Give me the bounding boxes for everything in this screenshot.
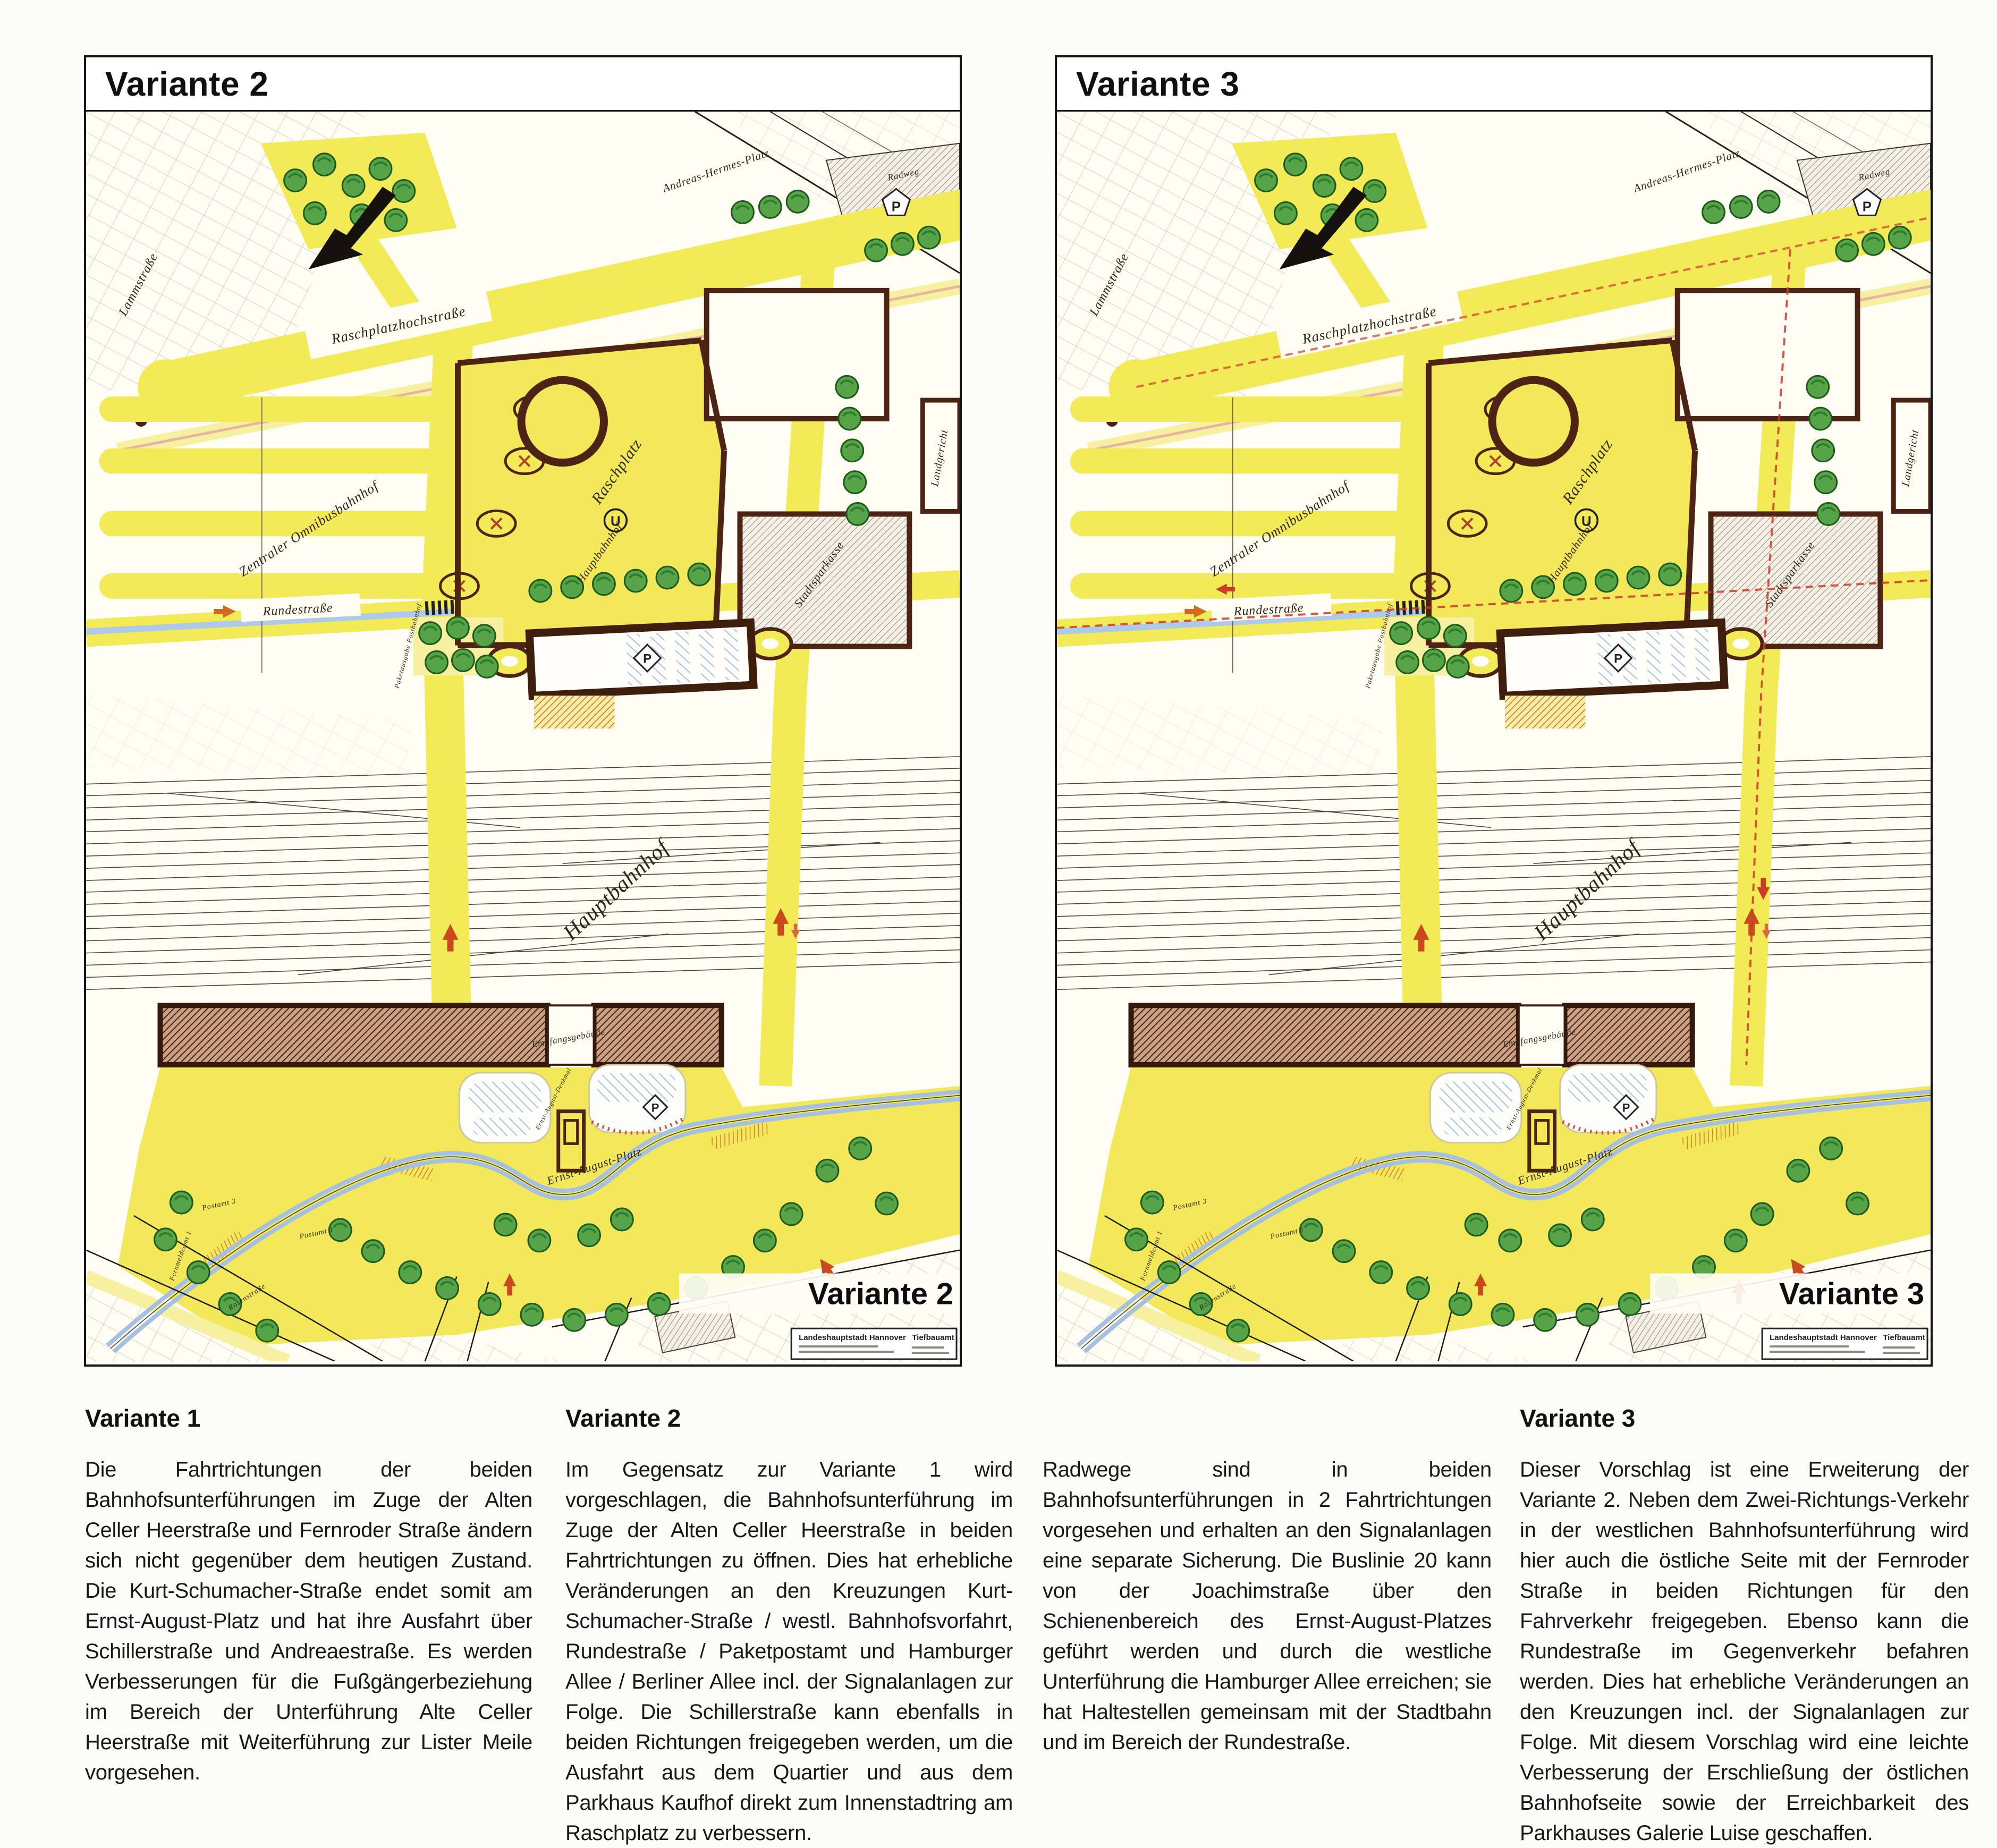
map-corner-label: Variante 3 [1779,1277,1925,1311]
column-body: Im Gegensatz zur Variante 1 wird vorgeschlagen, die Bahnhofsunterführung im Zuge der Alten Celler Heerstraße in beiden Fahrtrichtungen zu öffnen. Dies hat erhebliche Veränderungen an den Kreuzungen Kurt-Schumacher-Straße / westl. Bahnhofsvorfahrt, Rundestraße / Paketpostamt und Hamburger Allee / Berliner Allee incl. der Signalanlagen zur Folge. Die Schillerstraße kann ebenfalls in beiden Richtungen freigegeben werden, um die Ausfahrt aus dem Quartier und aus dem Parkhaus Kaufhof direkt zum Innenstadtring am Raschplatz zu verbessern. [565,1458,1013,1845]
map-panel-variante-3 [1055,55,1933,1367]
map-panel-variante-2 [84,55,962,1367]
column-variante-1 [85,1404,532,1788]
map-panel-header [1057,57,1931,112]
map-panel-header [86,57,960,112]
column-body: Radwege sind in beiden Bahnhofsunterführungen in 2 Fahrtrichtungen vorgesehen und erhalten an den Signalanlagen eine separate Sicherung. Die Buslinie 20 kann von der Joachimstraße über den Schienenbereich des Ernst-August-Platzes geführt werden und durch die westliche Unterführung die Hamburger Allee erreichen; sie hat Haltestellen gemeinsam mit der Stadtbahn und im Bereich der Rundestraße. [1043,1458,1492,1754]
corner-label-group [679,1274,960,1314]
column-heading: Variante 2 [565,1404,681,1432]
map-title: Variante 2 [105,64,269,103]
map-corner-label: Variante 2 [808,1277,954,1311]
column-heading: Variante 1 [85,1404,201,1432]
column-body: Die Fahrtrichtungen der beiden Bahnhofsunterführungen im Zuge der Alten Celler Heerstraße und Fernroder Straße ändern sich nicht gegenüber dem heutigen Zustand. Die Kurt-Schumacher-Straße endet somit am Ernst-August-Platz und hat ihre Ausfahrt über Schillerstraße und Andreaestraße. Es werden Verbesserungen für die Fußgängerbeziehung im Bereich der Unterführung Alte Celler Heerstraße mit Weiterführung zur Lister Meile vorgesehen. [85,1458,532,1784]
map-title: Variante 3 [1076,64,1240,103]
column-body: Dieser Vorschlag ist eine Erweiterung der Variante 2. Neben dem Zwei-Richtungs-Verkehr in der westlichen Bahnhofsunterführung wird hier auch die östliche Seite mit der Fernroder Straße in beiden Richtungen für den Fahrverkehr freigegeben. Ebenso kann die Rundestraße im Gegenverkehr befahren werden. Dies hat erhebliche Veränderungen an den Kreuzungen incl. der Signalanlagen zur Folge. Mit diesem Vorschlag wird eine leichte Verbesserung der Erschließung der östlichen Bahnhofseite sowie der Erreichbarkeit des Parkhauses Galerie Luise geschaffen. [1520,1458,1969,1845]
column-variante-2 [565,1404,1013,1848]
corner-label-group [1650,1274,1931,1314]
column-variante-3 [1520,1404,1969,1848]
column-heading: Variante 3 [1520,1404,1636,1432]
column-radwege [1043,1404,1492,1758]
map-variante-3 [1057,112,1931,1361]
map-variante-2 [86,112,960,1361]
